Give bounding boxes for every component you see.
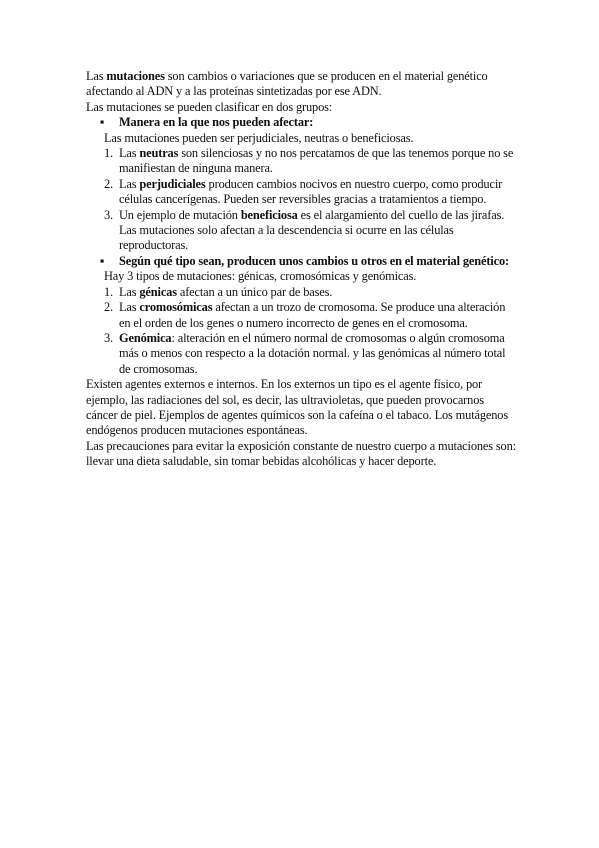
list-bold-term: génicas bbox=[139, 284, 177, 299]
group2-subtext: Hay 3 tipos de mutaciones: génicas, cromosómicas y genómicas. bbox=[104, 269, 417, 284]
list-number: 1. bbox=[104, 146, 113, 161]
list-text: afectan a un único par de bases. bbox=[176, 284, 333, 299]
group1-list bbox=[86, 146, 516, 254]
group1-heading bbox=[86, 115, 516, 130]
group2-heading bbox=[86, 254, 516, 269]
precautions-paragraph: Las precauciones para evitar la exposición constante de nuestro cuerpo a mutaciones son: llevar una dieta saludable, sin tomar bebidas alcohólicas y hacer deporte. bbox=[86, 438, 516, 469]
group1-subtext: Las mutaciones pueden ser perjudiciales, neutras o beneficiosas. bbox=[104, 130, 414, 145]
list-number: 3. bbox=[104, 207, 113, 222]
list-number: 2. bbox=[104, 300, 113, 315]
bullet-marker: ▪ bbox=[100, 253, 105, 268]
list-number: 1. bbox=[104, 284, 113, 299]
list-text: es el alargamiento del cuello de las jirafas. Las mutaciones solo afectan a la descendencia si ocurre en las células reproductoras. bbox=[119, 207, 505, 253]
list-bold-term: cromosómicas bbox=[139, 300, 213, 315]
list-bold-term: Genómica bbox=[119, 330, 172, 345]
list-item bbox=[86, 146, 516, 177]
classification-paragraph: Las mutaciones se pueden clasificar en dos grupos: bbox=[86, 99, 333, 114]
intro-text: Las bbox=[86, 69, 107, 83]
list-number: 3. bbox=[104, 330, 113, 345]
intro-paragraph bbox=[86, 69, 516, 100]
list-bold-term: neutras bbox=[139, 146, 179, 161]
list-item bbox=[86, 331, 516, 377]
group1-heading-text: Manera en la que nos pueden afectar: bbox=[119, 115, 314, 130]
list-text: Las bbox=[119, 146, 140, 161]
list-item bbox=[86, 300, 516, 331]
agents-paragraph: Existen agentes externos e internos. En los externos un tipo es el agente físico, por ejemplo, las radiaciones del sol, es decir, las ultravioletas, que pueden provocarnos cáncer de piel. Ejemplos de agentes químicos son la cafeína o el tabaco. Los mutágenos endógenos producen mutaciones espontáneas. bbox=[86, 377, 508, 438]
list-bold-term: perjudiciales bbox=[139, 176, 206, 191]
document-body bbox=[86, 69, 516, 470]
list-text: Las bbox=[119, 300, 140, 315]
list-text: Un ejemplo de mutación bbox=[119, 207, 241, 222]
intro-bold-term: mutaciones bbox=[106, 69, 165, 83]
list-text: Las bbox=[119, 284, 140, 299]
intro-text: son cambios o variaciones que se producen en el material genético afectando al ADN y a las proteínas sintetizadas por ese ADN. bbox=[86, 69, 488, 99]
group2-list bbox=[86, 285, 516, 377]
list-number: 2. bbox=[104, 176, 113, 191]
list-item bbox=[86, 285, 516, 300]
list-text: son silenciosas y no nos percatamos de que las tenemos porque no se manifiestan de ninguna manera. bbox=[119, 146, 514, 176]
group2-heading-text: Según qué tipo sean, producen unos cambios u otros en el material genético: bbox=[119, 253, 509, 268]
list-text: Las bbox=[119, 176, 140, 191]
list-text: producen cambios nocivos en nuestro cuerpo, como producir células cancerígenas. Pueden ser reversibles gracias a tratamientos a tiempo. bbox=[119, 176, 503, 207]
list-text: afectan a un trozo de cromosoma. Se produce una alteración en el orden de los genes o numero incorrecto de genes en el cromosoma. bbox=[119, 300, 506, 330]
list-text: : alteración en el número normal de cromosomas o algún cromosoma más o menos con respecto a la dotación normal. y las genómicas al número total de cromosomas. bbox=[119, 330, 506, 376]
bullet-marker: ▪ bbox=[100, 115, 105, 130]
list-bold-term: beneficiosa bbox=[240, 207, 298, 222]
list-item bbox=[86, 177, 516, 208]
list-item bbox=[86, 208, 516, 254]
